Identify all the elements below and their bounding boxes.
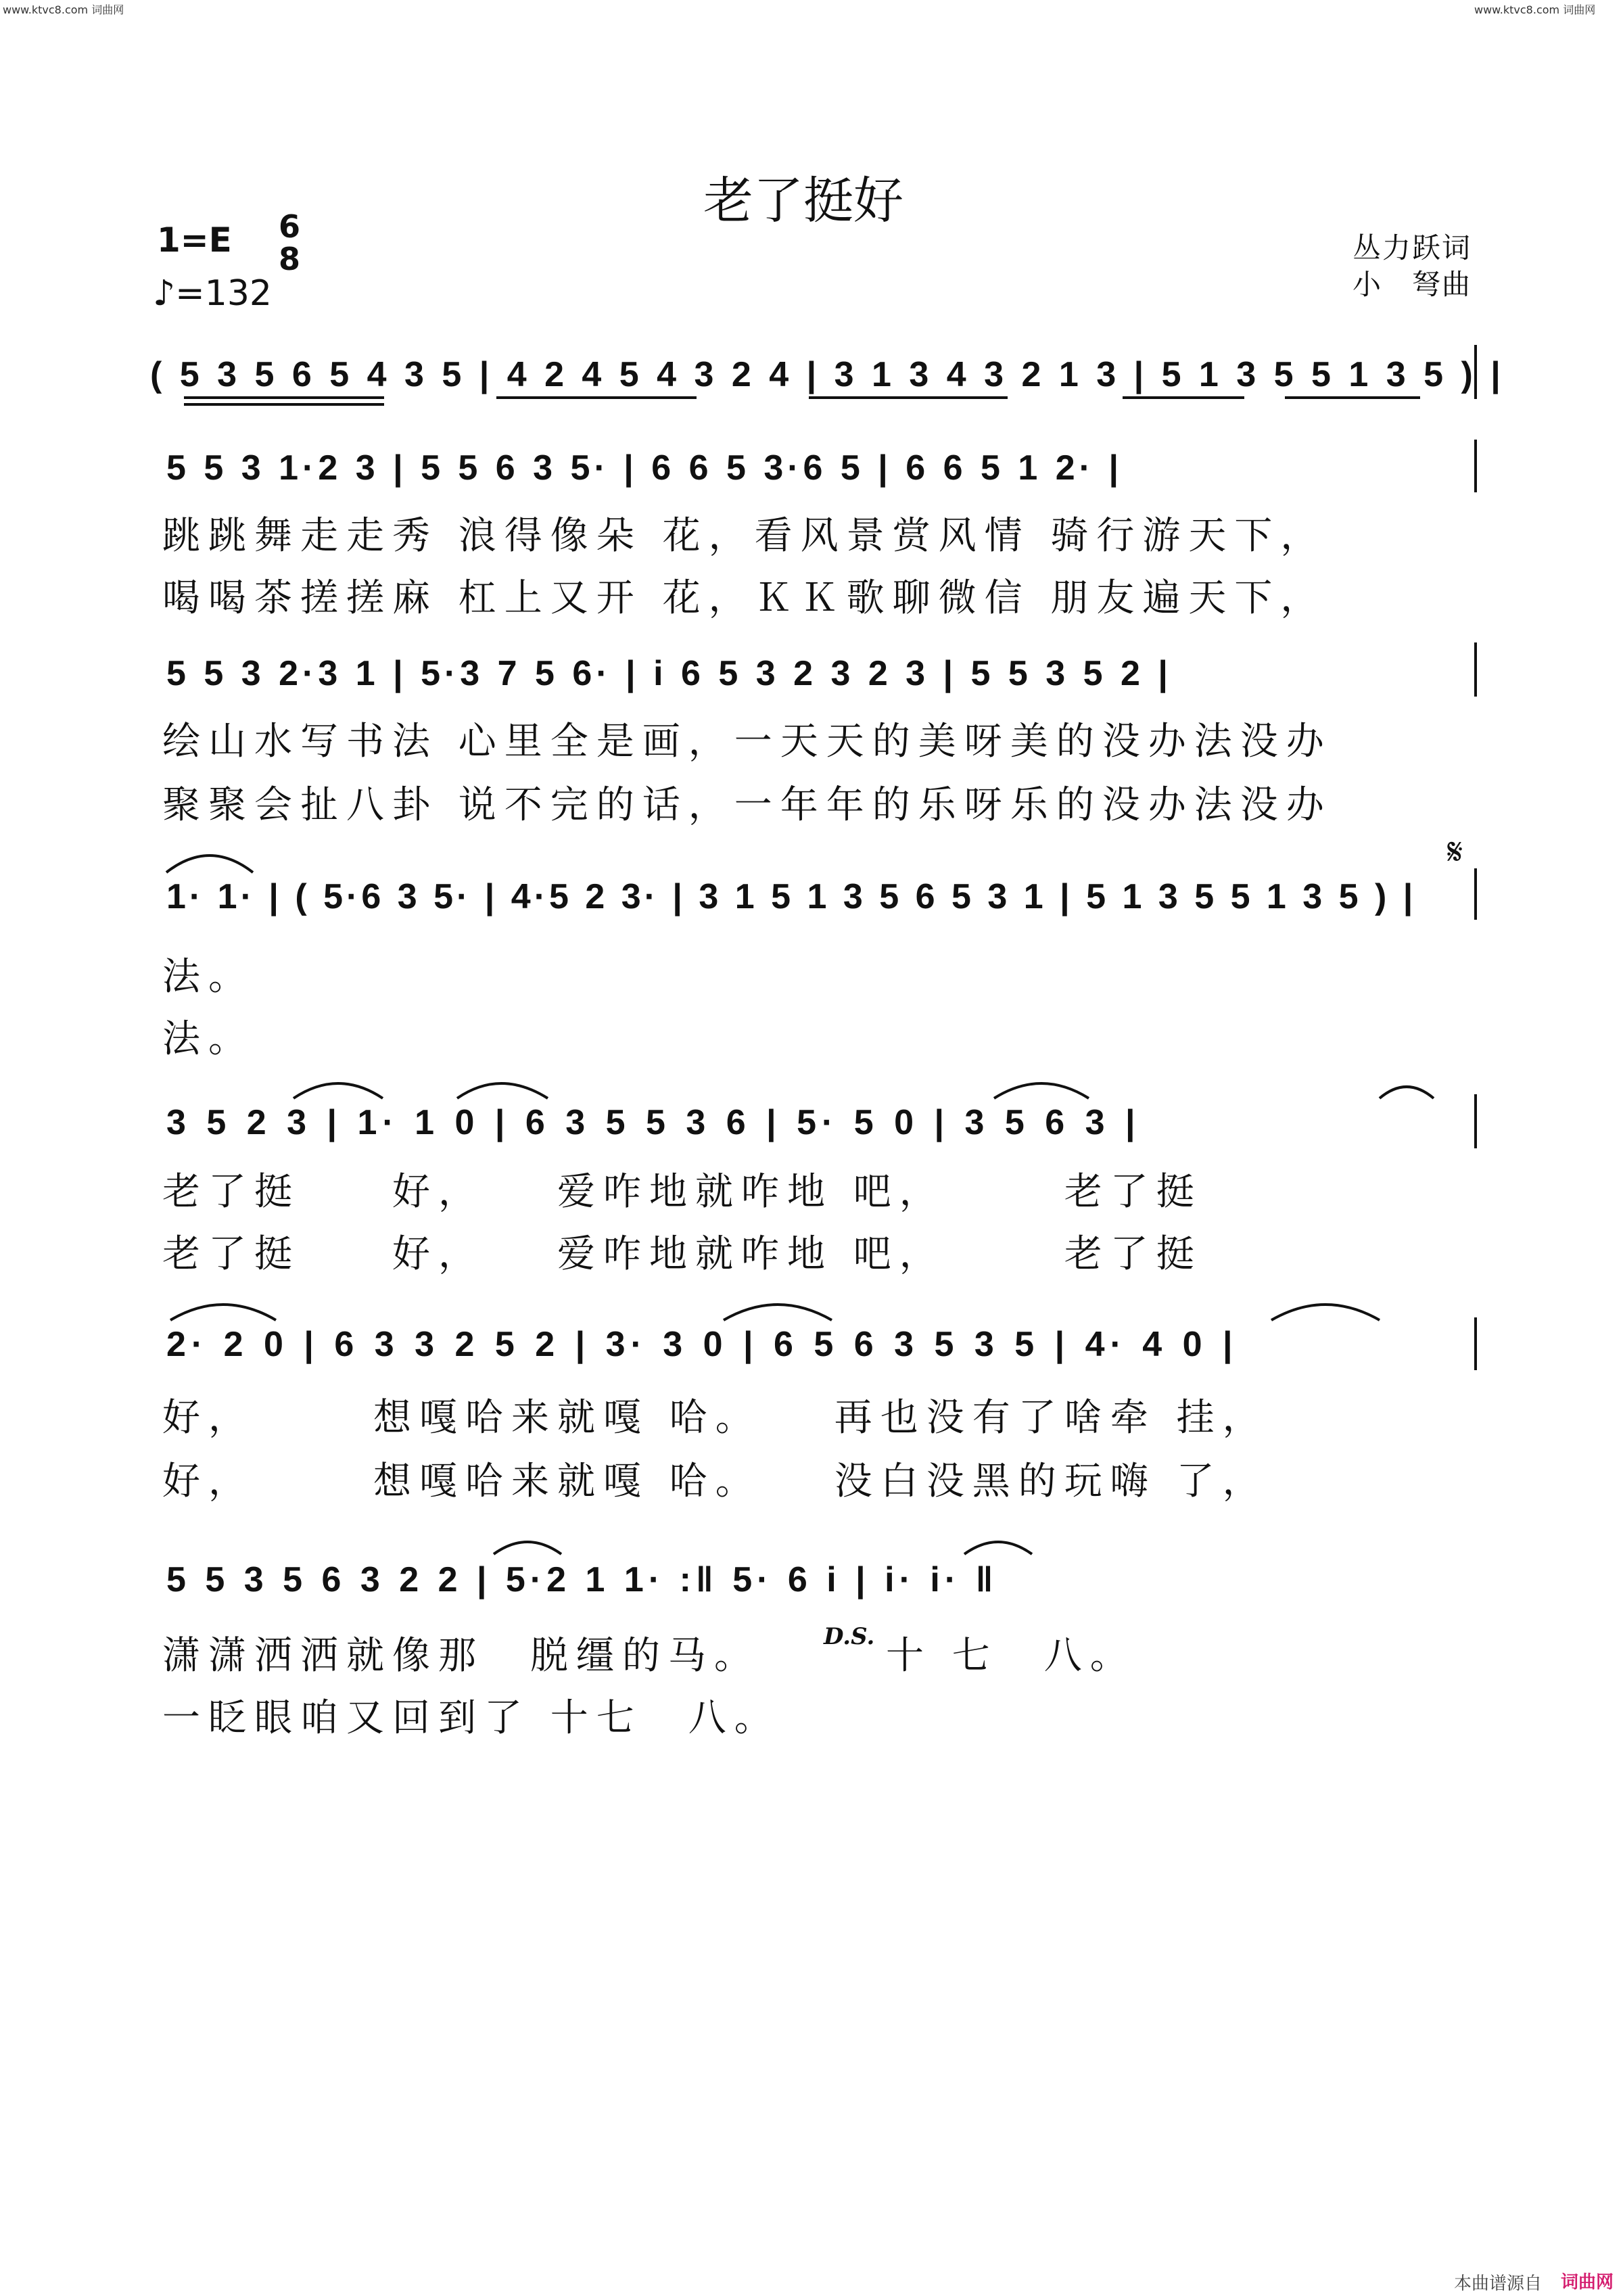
- watermark-top-right: www.ktvc8.com 词曲网: [1474, 3, 1596, 16]
- notation-line-6: 2· 2 0 | 6 3 3 2 5 2 | 3· 3 0 | 6 5 6 3 5 3 5 | 4· 4 0 |: [166, 1325, 1238, 1364]
- song-title: 老了挺好: [703, 172, 903, 230]
- composer-credit: 小 弩曲: [1352, 268, 1472, 301]
- notation-line-5: 3 5 2 3 | 1· 1 0 | 6 3 5 5 3 6 | 5· 5 0 | 3 5 6 3 |: [166, 1103, 1141, 1142]
- lyric-v2-line2: 喝喝茶搓搓麻 杠上又开 花，ＫＫ歌聊微信 朋友遍天下，: [162, 576, 1327, 620]
- lyric-v2-line4: 法。: [162, 1017, 254, 1061]
- watermark-top-left: www.ktvc8.com 词曲网: [3, 3, 124, 16]
- notation-line-3: 5 5 3 2·3 1 | 5·3 7 5 6· | i 6 5 3 2 3 2 3 | 5 5 3 5 2 |: [166, 654, 1172, 693]
- dal-segno-marking: D.S.: [824, 1623, 875, 1650]
- lyricist-credit: 丛力跃词: [1352, 231, 1472, 264]
- tempo-marking: ♪=132: [153, 273, 273, 314]
- lyric-v1-line4: 法。: [162, 955, 254, 999]
- lyric-v2-line3: 聚聚会扯八卦 说不完的话，一年年的乐呀乐的没办法没办: [162, 783, 1332, 827]
- lyric-v1-line3: 绘山水写书法 心里全是画，一天天的美呀美的没办法没办: [162, 720, 1332, 764]
- notation-line-2: 5 5 3 1·2 3 | 5 5 6 3 5· | 6 6 5 3·6 5 | 6 6 5 1 2· |: [166, 448, 1123, 488]
- lyric-v1-line2: 跳跳舞走走秀 浪得像朵 花，看风景赏风情 骑行游天下，: [162, 514, 1327, 558]
- lyric-v1-line5: 老了挺 好， 爱咋地就咋地 吧， 老了挺: [162, 1170, 1202, 1214]
- lyric-v1-line7b: 十 七 八。: [886, 1634, 1136, 1678]
- segno-icon: 𝄋: [1447, 830, 1463, 873]
- source-label: 本曲谱源自: [1454, 2274, 1543, 2294]
- time-signature-bottom: 8: [279, 241, 301, 277]
- notation-line-1: ( 5 3 5 6 5 4 3 5 | 4 2 4 5 4 3 2 4 | 3 1 3 4 3 2 1 3 | 5 1 3 5 5 1 3 5 ) |: [150, 355, 1505, 394]
- lyric-v1-line6: 好， 想嘎哈来就嘎 哈。 再也没有了啥牵 挂，: [162, 1396, 1269, 1440]
- key-signature: 1=E: [157, 220, 232, 260]
- time-signature-top: 6: [279, 208, 301, 245]
- brand-logo-text: 词曲网: [1561, 2272, 1614, 2293]
- lyric-v2-line5: 老了挺 好， 爱咋地就咋地 吧， 老了挺: [162, 1232, 1202, 1276]
- lyric-v1-line7a: 潇潇洒洒就像那 脱缰的马。: [162, 1634, 760, 1678]
- lyric-v2-line6: 好， 想嘎哈来就嘎 哈。 没白没黑的玩嗨 了，: [162, 1459, 1269, 1503]
- lyric-v2-line7: 一眨眼咱又回到了 十七 八。: [162, 1696, 780, 1740]
- notation-line-4: 1· 1· | ( 5·6 3 5· | 4·5 2 3· | 3 1 5 1 3 5 6 5 3 1 | 5 1 3 5 5 1 3 5 ) |: [166, 877, 1417, 916]
- notation-line-7: 5 5 3 5 6 3 2 2 | 5·2 1 1· :‖ 5· 6 i | i· i· ‖: [166, 1560, 998, 1599]
